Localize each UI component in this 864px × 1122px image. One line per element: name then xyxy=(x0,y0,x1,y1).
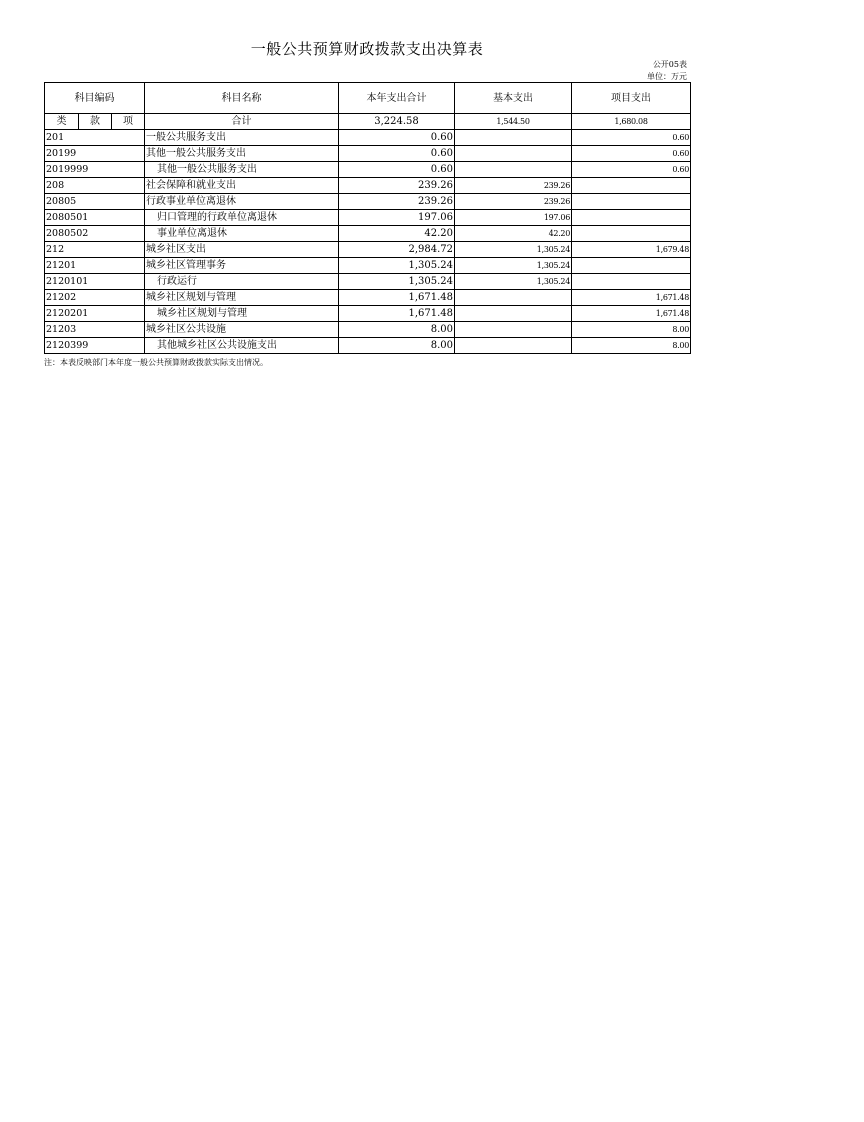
row-project xyxy=(572,258,691,274)
subheader-class: 类 xyxy=(45,114,79,130)
unit-label: 单位：万元 xyxy=(647,72,687,81)
row-name: 其他一般公共服务支出 xyxy=(145,162,339,178)
subheader-section: 款 xyxy=(79,114,112,130)
row-name: 社会保障和就业支出 xyxy=(145,178,339,194)
row-basic xyxy=(455,130,572,146)
row-total: 1,671.48 xyxy=(339,306,455,322)
row-project: 0.60 xyxy=(572,130,691,146)
row-total: 8.00 xyxy=(339,338,455,354)
row-total: 2,984.72 xyxy=(339,242,455,258)
row-code: 21203 xyxy=(45,322,145,338)
table-row xyxy=(45,306,691,322)
table-row xyxy=(45,210,691,226)
row-name: 城乡社区支出 xyxy=(145,242,339,258)
table-row xyxy=(45,274,691,290)
table-row xyxy=(45,242,691,258)
row-basic: 1,305.24 xyxy=(455,242,572,258)
row-code: 20199 xyxy=(45,146,145,162)
row-code: 2019999 xyxy=(45,162,145,178)
subheader-item: 项 xyxy=(112,114,145,130)
row-name: 城乡社区规划与管理 xyxy=(145,306,339,322)
row-project: 0.60 xyxy=(572,162,691,178)
row-name: 行政事业单位离退休 xyxy=(145,194,339,210)
row-total: 1,305.24 xyxy=(339,258,455,274)
expenditure-table xyxy=(44,82,691,354)
row-basic xyxy=(455,322,572,338)
row-project: 0.60 xyxy=(572,146,691,162)
row-code: 212 xyxy=(45,242,145,258)
row-project: 8.00 xyxy=(572,338,691,354)
row-total: 0.60 xyxy=(339,146,455,162)
row-name: 一般公共服务支出 xyxy=(145,130,339,146)
row-basic xyxy=(455,162,572,178)
row-name: 城乡社区管理事务 xyxy=(145,258,339,274)
row-project xyxy=(572,226,691,242)
row-code: 20805 xyxy=(45,194,145,210)
row-code: 208 xyxy=(45,178,145,194)
row-total: 0.60 xyxy=(339,162,455,178)
row-code: 2120101 xyxy=(45,274,145,290)
header-basic: 基本支出 xyxy=(455,83,572,114)
row-code: 2120201 xyxy=(45,306,145,322)
row-project xyxy=(572,178,691,194)
row-code: 2120399 xyxy=(45,338,145,354)
subheader-row xyxy=(45,114,691,130)
row-code: 21202 xyxy=(45,290,145,306)
table-row xyxy=(45,258,691,274)
row-total: 8.00 xyxy=(339,322,455,338)
table-row xyxy=(45,130,691,146)
row-code: 201 xyxy=(45,130,145,146)
total-sum: 3,224.58 xyxy=(339,114,455,130)
row-name: 归口管理的行政单位离退休 xyxy=(145,210,339,226)
row-name: 城乡社区规划与管理 xyxy=(145,290,339,306)
row-name: 行政运行 xyxy=(145,274,339,290)
table-row xyxy=(45,226,691,242)
row-total: 1,671.48 xyxy=(339,290,455,306)
row-basic: 1,305.24 xyxy=(455,274,572,290)
row-basic: 197.06 xyxy=(455,210,572,226)
row-name: 事业单位离退休 xyxy=(145,226,339,242)
header-row xyxy=(45,83,691,114)
table-row xyxy=(45,146,691,162)
row-basic xyxy=(455,306,572,322)
row-total: 42.20 xyxy=(339,226,455,242)
row-project: 8.00 xyxy=(572,322,691,338)
row-project xyxy=(572,274,691,290)
header-project: 项目支出 xyxy=(572,83,691,114)
table-note: 注：本表反映部门本年度一般公共预算财政拨款实际支出情况。 xyxy=(44,358,268,367)
header-subject-name: 科目名称 xyxy=(145,83,339,114)
row-code: 21201 xyxy=(45,258,145,274)
row-project xyxy=(572,194,691,210)
row-basic: 239.26 xyxy=(455,178,572,194)
row-name: 城乡社区公共设施 xyxy=(145,322,339,338)
row-total: 239.26 xyxy=(339,194,455,210)
row-basic: 1,305.24 xyxy=(455,258,572,274)
table-row xyxy=(45,322,691,338)
table-row xyxy=(45,162,691,178)
form-code: 公开05表 xyxy=(652,60,687,69)
table-row xyxy=(45,338,691,354)
table-row xyxy=(45,194,691,210)
row-name: 其他城乡社区公共设施支出 xyxy=(145,338,339,354)
row-project: 1,679.48 xyxy=(572,242,691,258)
row-total: 239.26 xyxy=(339,178,455,194)
row-code: 2080502 xyxy=(45,226,145,242)
row-total: 1,305.24 xyxy=(339,274,455,290)
total-basic: 1,544.50 xyxy=(455,114,572,130)
table-row xyxy=(45,178,691,194)
row-basic: 239.26 xyxy=(455,194,572,210)
row-project xyxy=(572,210,691,226)
header-subject-code: 科目编码 xyxy=(45,83,145,114)
row-basic: 42.20 xyxy=(455,226,572,242)
table-row xyxy=(45,290,691,306)
row-total: 197.06 xyxy=(339,210,455,226)
row-basic xyxy=(455,338,572,354)
row-project: 1,671.48 xyxy=(572,306,691,322)
row-total: 0.60 xyxy=(339,130,455,146)
row-basic xyxy=(455,290,572,306)
row-name: 其他一般公共服务支出 xyxy=(145,146,339,162)
total-label: 合计 xyxy=(145,114,339,130)
header-total: 本年支出合计 xyxy=(339,83,455,114)
row-project: 1,671.48 xyxy=(572,290,691,306)
row-basic xyxy=(455,146,572,162)
total-project: 1,680.08 xyxy=(572,114,691,130)
document-title: 一般公共预算财政拨款支出决算表 xyxy=(250,40,484,58)
row-code: 2080501 xyxy=(45,210,145,226)
